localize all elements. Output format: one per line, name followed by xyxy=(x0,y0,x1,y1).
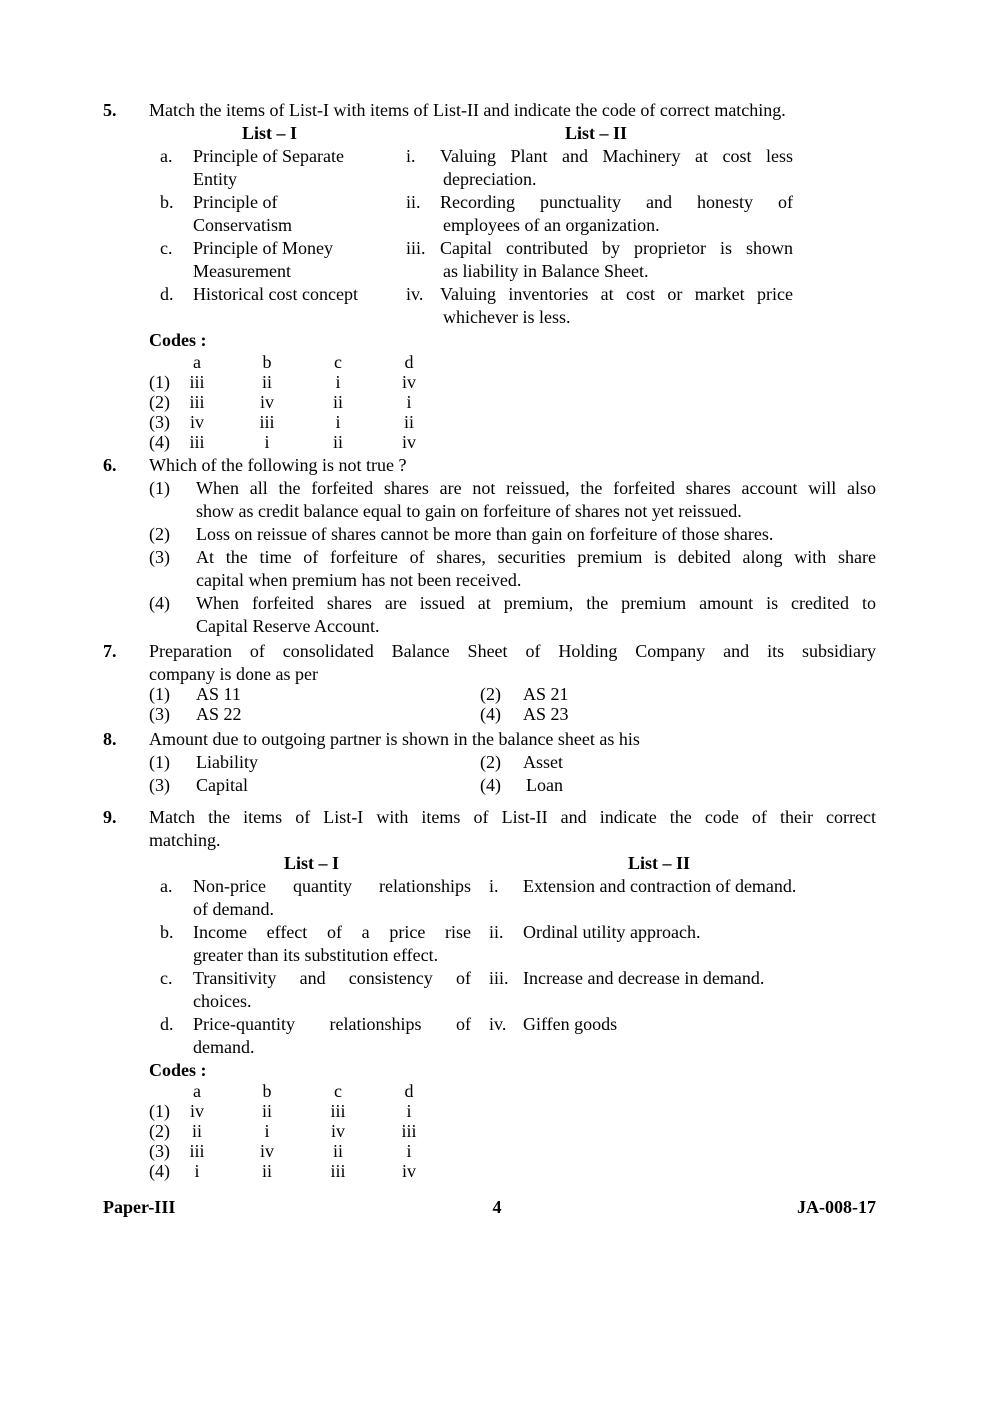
code-header: c xyxy=(334,1081,342,1101)
option-number: (4) xyxy=(480,704,501,724)
list-1-item: Income effect of a price rise xyxy=(193,922,471,942)
code-cell: iv xyxy=(259,1141,274,1161)
code-cell: iv xyxy=(330,1121,345,1141)
option-text: Capital xyxy=(196,775,248,795)
code-cell: iv xyxy=(189,412,204,432)
code-cell: ii xyxy=(332,432,343,452)
code-cell: iv xyxy=(189,1101,204,1121)
list-2-item: Valuing Plant and Machinery at cost less xyxy=(440,146,793,166)
list-1-item: Principle of Money xyxy=(193,238,333,258)
list-2-item: Giffen goods xyxy=(523,1014,618,1034)
code-option-number: (2) xyxy=(149,1121,170,1141)
question-stem: matching. xyxy=(149,830,221,850)
list-1-item: choices. xyxy=(193,991,252,1011)
option-text: AS 11 xyxy=(196,684,241,704)
code-cell: iv xyxy=(259,392,274,412)
option-text: When forfeited shares are issued at premium, the premium amount is credited to xyxy=(196,593,876,613)
option-number: (4) xyxy=(149,593,170,613)
option-number: (3) xyxy=(149,547,170,567)
code-cell: iii xyxy=(330,1161,346,1181)
question-number: 9. xyxy=(103,807,117,827)
list-2-header: List – II xyxy=(565,123,628,143)
question-number: 7. xyxy=(103,641,117,661)
row-letter: a. xyxy=(160,146,173,166)
option-text: AS 23 xyxy=(523,704,569,724)
row-letter: c. xyxy=(160,238,173,258)
question-stem: Amount due to outgoing partner is shown in the balance sheet as his xyxy=(149,729,640,749)
row-roman: ii. xyxy=(489,922,504,942)
code-header: a xyxy=(193,352,201,372)
list-2-header: List – II xyxy=(628,853,691,873)
option-number: (1) xyxy=(149,684,170,704)
option-text: When all the forfeited shares are not reissued, the forfeited shares account will also xyxy=(196,478,876,498)
row-letter: b. xyxy=(160,192,174,212)
question-number: 8. xyxy=(103,729,117,749)
row-letter: b. xyxy=(160,922,174,942)
code-header: d xyxy=(404,352,414,372)
option-number: (4) xyxy=(480,775,501,795)
code-cell: iv xyxy=(401,432,416,452)
code-cell: ii xyxy=(261,1101,272,1121)
row-roman: iv. xyxy=(489,1014,507,1034)
code-cell: iii xyxy=(330,1101,346,1121)
list-1-item: Principle of xyxy=(193,192,278,212)
list-2-item: depreciation. xyxy=(443,169,537,189)
code-cell: ii xyxy=(261,372,272,392)
option-number: (2) xyxy=(480,684,501,704)
option-text: AS 22 xyxy=(196,704,242,724)
code-cell: i xyxy=(335,412,341,432)
option-text: Loan xyxy=(526,775,563,795)
code-option-number: (1) xyxy=(149,1101,170,1121)
option-number: (2) xyxy=(480,752,501,772)
option-text: Asset xyxy=(523,752,563,772)
code-cell: iii xyxy=(401,1121,417,1141)
list-2-item: Capital contributed by proprietor is shown xyxy=(440,238,793,258)
row-roman: i. xyxy=(489,876,499,896)
list-1-item: Conservatism xyxy=(193,215,292,235)
code-cell: iv xyxy=(401,372,416,392)
list-2-item: whichever is less. xyxy=(443,307,571,327)
list-1-item: demand. xyxy=(193,1037,255,1057)
code-cell: i xyxy=(406,1101,412,1121)
option-number: (1) xyxy=(149,752,170,772)
code-header: c xyxy=(334,352,342,372)
option-text: AS 21 xyxy=(523,684,569,704)
list-1-item: Price-quantity relationships of xyxy=(193,1014,471,1034)
option-text: Liability xyxy=(196,752,258,772)
row-letter: a. xyxy=(160,876,173,896)
list-1-item: Transitivity and consistency of xyxy=(193,968,471,988)
list-1-item: Principle of Separate xyxy=(193,146,344,166)
question-stem: Which of the following is not true ? xyxy=(149,455,407,475)
row-letter: d. xyxy=(160,1014,174,1034)
row-letter: c. xyxy=(160,968,173,988)
code-option-number: (2) xyxy=(149,392,170,412)
option-text: capital when premium has not been received. xyxy=(196,570,522,590)
code-cell: iii xyxy=(189,1141,205,1161)
option-number: (3) xyxy=(149,775,170,795)
code-cell: i xyxy=(264,432,270,452)
code-cell: iv xyxy=(401,1161,416,1181)
option-number: (2) xyxy=(149,524,170,544)
code-cell: i xyxy=(335,372,341,392)
paper-code: JA-008-17 xyxy=(797,1197,876,1217)
code-cell: iii xyxy=(189,392,205,412)
list-2-item: as liability in Balance Sheet. xyxy=(443,261,649,281)
code-cell: ii xyxy=(332,1141,343,1161)
question-number: 6. xyxy=(103,455,117,475)
question-stem: company is done as per xyxy=(149,664,318,684)
list-2-item: Ordinal utility approach. xyxy=(523,922,701,942)
list-1-header: List – I xyxy=(242,123,298,143)
code-option-number: (4) xyxy=(149,1161,170,1181)
list-1-item: Entity xyxy=(193,169,237,189)
row-roman: i. xyxy=(406,146,416,166)
code-cell: i xyxy=(264,1121,270,1141)
code-cell: i xyxy=(406,1141,412,1161)
code-cell: i xyxy=(194,1161,200,1181)
code-header: d xyxy=(404,1081,414,1101)
code-header: b xyxy=(262,1081,272,1101)
code-header: b xyxy=(262,352,272,372)
code-cell: ii xyxy=(261,1161,272,1181)
question-stem: Match the items of List-I with items of List-II and indicate the code of correct matching. xyxy=(149,100,786,120)
code-cell: iii xyxy=(189,372,205,392)
list-1-header: List – I xyxy=(284,853,340,873)
list-2-item: Extension and contraction of demand. xyxy=(523,876,797,896)
list-1-item: of demand. xyxy=(193,899,274,919)
code-cell: ii xyxy=(403,412,414,432)
list-2-item: Valuing inventories at cost or market price xyxy=(440,284,793,304)
option-number: (1) xyxy=(149,478,170,498)
paper-label: Paper-III xyxy=(103,1197,176,1217)
list-2-item: Recording punctuality and honesty of xyxy=(440,192,793,212)
question-stem: Match the items of List-I with items of List-II and indicate the code of their correct xyxy=(149,807,876,827)
option-text: Capital Reserve Account. xyxy=(196,616,380,636)
list-2-item: Increase and decrease in demand. xyxy=(523,968,765,988)
codes-label: Codes : xyxy=(149,330,207,350)
codes-label: Codes : xyxy=(149,1060,207,1080)
question-number: 5. xyxy=(103,100,117,120)
row-roman: iii. xyxy=(406,238,426,258)
list-1-item: Historical cost concept xyxy=(193,284,358,304)
row-roman: iv. xyxy=(406,284,424,304)
list-1-item: Measurement xyxy=(193,261,291,281)
option-text: At the time of forfeiture of shares, securities premium is debited along with share xyxy=(196,547,876,567)
list-2-item: employees of an organization. xyxy=(443,215,660,235)
code-cell: i xyxy=(406,392,412,412)
row-roman: iii. xyxy=(489,968,509,988)
code-cell: ii xyxy=(332,392,343,412)
option-text: Loss on reissue of shares cannot be more than gain on forfeiture of those shares. xyxy=(196,524,774,544)
code-option-number: (4) xyxy=(149,432,170,452)
code-header: a xyxy=(193,1081,201,1101)
page-number: 4 xyxy=(492,1197,502,1217)
option-text: show as credit balance equal to gain on forfeiture of shares not yet reissued. xyxy=(196,501,742,521)
code-cell: iii xyxy=(259,412,275,432)
code-option-number: (3) xyxy=(149,1141,170,1161)
question-stem: Preparation of consolidated Balance Sheet of Holding Company and its subsidiary xyxy=(149,641,876,661)
code-option-number: (1) xyxy=(149,372,170,392)
row-letter: d. xyxy=(160,284,174,304)
code-cell: ii xyxy=(191,1121,202,1141)
row-roman: ii. xyxy=(406,192,421,212)
code-option-number: (3) xyxy=(149,412,170,432)
code-cell: iii xyxy=(189,432,205,452)
option-number: (3) xyxy=(149,704,170,724)
list-1-item: Non-price quantity relationships xyxy=(193,876,471,896)
list-1-item: greater than its substitution effect. xyxy=(193,945,439,965)
